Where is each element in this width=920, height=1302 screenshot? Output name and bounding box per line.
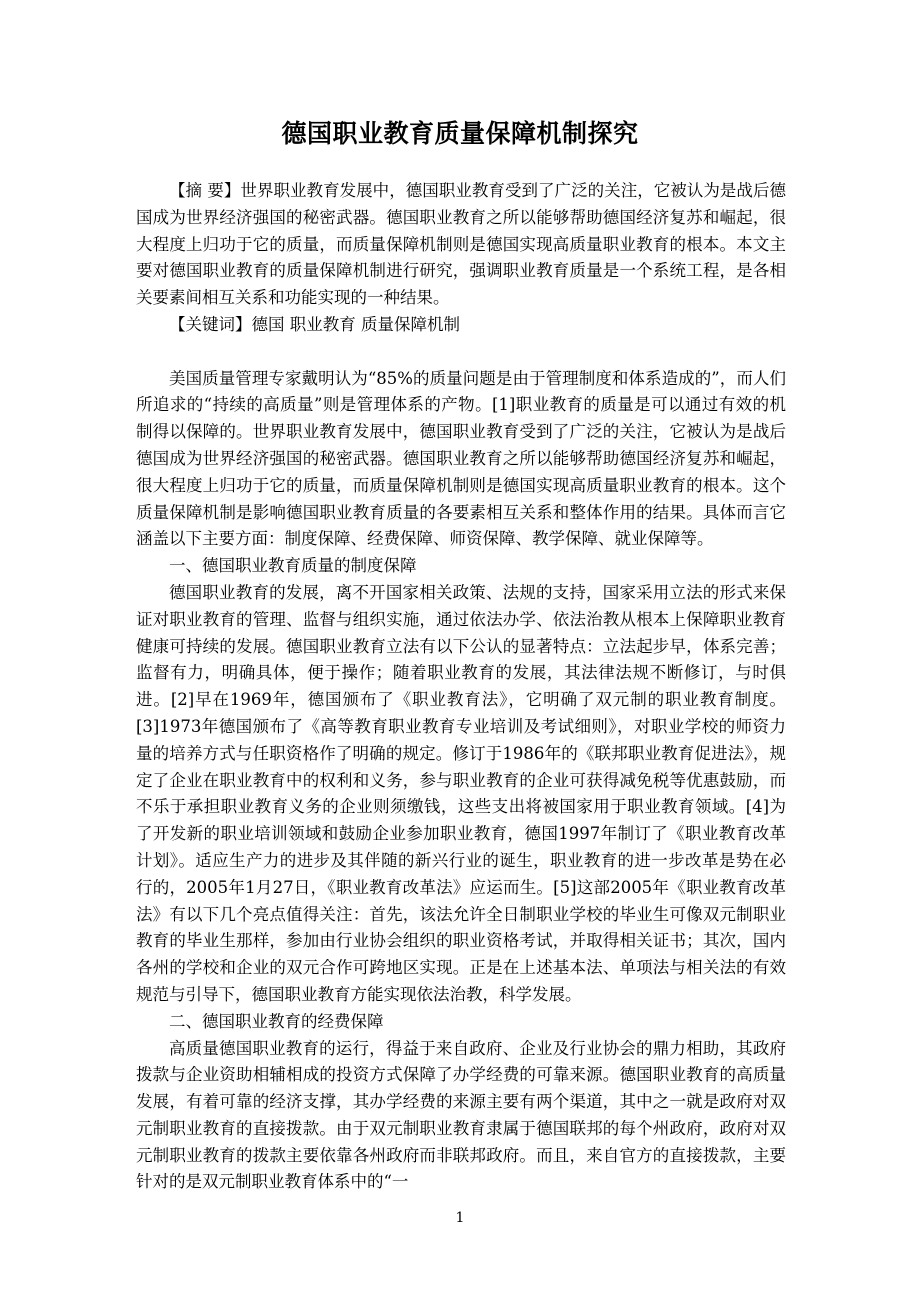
section-2-paragraph: 高质量德国职业教育的运行，得益于来自政府、企业及行业协会的鼎力相助，其政府拨款与企业资助相辅相成的投资方式保障了办学经费的可靠来源。德国职业教育的高质量发展，有着可靠的经济支撑，其办学经费的来源主要有两个渠道，其中之一就是政府对双元制职业教育的直接拨款。由于双元制职业教育隶属于德国联邦的每个州政府，政府对双元制职业教育的拨款主要依靠各州政府而非联邦政府。而且，来自官方的直接拨款，主要针对的是双元制职业教育体系中的“一 bbox=[136, 1038, 786, 1192]
page-title: 德国职业教育质量保障机制探究 bbox=[281, 119, 639, 148]
keywords-paragraph: 【关键词】德国 职业教育 质量保障机制 bbox=[169, 314, 460, 334]
section-heading-2: 二、德国职业教育的经费保障 bbox=[169, 1011, 384, 1031]
intro-paragraph: 美国质量管理专家戴明认为“85%的质量问题是由于管理制度和体系造成的”，而人们所追求的“持续的高质量”则是管理体系的产物。[1]职业教育的质量是可以通过有效的机制得以保障的。世界职业教育发展中，德国职业教育受到了广泛的关注，它被认为是战后德国成为世界经济强国的秘密武器。德国职业教育之所以能够帮助德国经济复苏和崛起，很大程度上归功于它的质量，而质量保障机制则是德国实现高质量职业教育的根本。这个质量保障机制是影响德国职业教育质量的各要素相互关系和整体作用的结果。具体而言它涵盖以下主要方面：制度保障、经费保障、师资保障、教学保障、就业保障等。 bbox=[136, 368, 786, 549]
section-heading-1: 一、德国职业教育质量的制度保障 bbox=[169, 556, 417, 576]
document-body bbox=[136, 178, 786, 1196]
page-number: 1 bbox=[455, 1210, 465, 1226]
section-1-paragraph: 德国职业教育的发展，离不开国家相关政策、法规的支持，国家采用立法的形式来保证对职业教育的管理、监督与组织实施，通过依法办学、依法治教从根本上保障职业教育健康可持续的发展。德国职业教育立法有以下公认的显著特点：立法起步早，体系完善；监督有力，明确具体，便于操作；随着职业教育的发展，其法律法规不断修订，与时俱进。[2]早在1969年，德国颁布了《职业教育法》，它明确了双元制的职业教育制度。[3]1973年德国颁布了《高等教育职业教育专业培训及考试细则》，对职业学校的师资力量的培养方式与任职资格作了明确的规定。修订于1986年的《联邦职业教育促进法》，规定了企业在职业教育中的权利和义务，参与职业教育的企业可获得减免税等优惠鼓励，而不乐于承担职业教育义务的企业则须缴钱，这些支出将被国家用于职业教育领域。[4]为了开发新的职业培训领域和鼓励企业参加职业教育，德国1997年制订了《职业教育改革计划》。适应生产力的进步及其伴随的新兴行业的诞生，职业教育的进一步改革是势在必行的，2005年1月27日，《职业教育改革法》应运而生。[5]这部2005年《职业教育改革法》有以下几个亮点值得关注：首先，该法允许全日制职业学校的毕业生可像双元制职业教育的毕业生那样，参加由行业协会组织的职业资格考试，并取得相关证书；其次，国内各州的学校和企业的双元合作可跨地区实现。正是在上述基本法、单项法与相关法的有效规范与引导下，德国职业教育方能实现依法治教，科学发展。 bbox=[136, 582, 786, 1004]
paragraph-spacer bbox=[136, 339, 786, 366]
abstract-paragraph: 【摘 要】世界职业教育发展中，德国职业教育受到了广泛的关注，它被认为是战后德国成为世界经济强国的秘密武器。德国职业教育之所以能够帮助德国经济复苏和崛起，很大程度上归功于它的质量，而质量保障机制则是德国实现高质量职业教育的根本。本文主要对德国职业教育的质量保障机制进行研究，强调职业教育质量是一个系统工程，是各相关要素间相互关系和功能实现的一种结果。 bbox=[136, 181, 786, 308]
